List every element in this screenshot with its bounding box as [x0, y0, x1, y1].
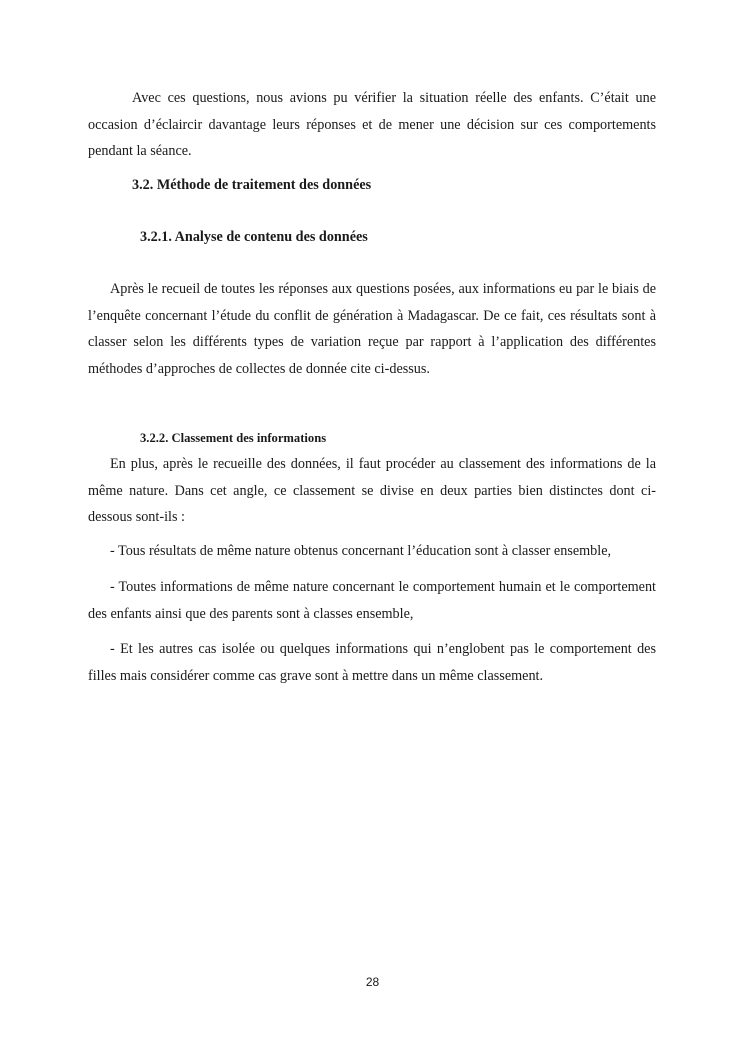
list-item-behaviour: - Toutes informations de même nature concernant le comportement humain et le comportement des enfants ainsi que des parents sont à classes ensemble,: [88, 579, 656, 622]
section-3-2-1-heading: 3.2.1. Analyse de contenu des données: [140, 229, 368, 245]
section-3-2-2-paragraph: En plus, après le recueille des données, il faut procéder au classement des informations de la même nature. Dans cet angle, ce classement se divise en deux parties bien distinctes dont ci-dessous sont-ils :: [88, 456, 656, 525]
list-item-education: - Tous résultats de même nature obtenus concernant l’éducation sont à classer ensemble,: [110, 543, 612, 559]
list-item-isolated-cases: - Et les autres cas isolée ou quelques informations qui n’englobent pas le comportement des filles mais considérer comme cas grave sont à mettre dans un même classement.: [88, 641, 656, 684]
section-3-2-1-paragraph: Après le recueil de toutes les réponses aux questions posées, aux informations eu par le biais de l’enquête concernant l’étude du conflit de génération à Madagascar. De ce fait, ces résultats sont à classer selon les différents types de variation reçue par rapport à l’application des différentes méthodes d’approches de collectes de donnée cite ci-dessus.: [88, 281, 656, 377]
section-3-2-2-heading: 3.2.2. Classement des informations: [140, 431, 327, 445]
section-3-2-heading: 3.2. Méthode de traitement des données: [132, 177, 372, 193]
intro-paragraph: Avec ces questions, nous avions pu vérifier la situation réelle des enfants. C’était une occasion d’éclaircir davantage leurs réponses et de mener une décision sur ces comportements pendant la séance.: [88, 90, 656, 159]
page-number: 28: [365, 975, 380, 989]
